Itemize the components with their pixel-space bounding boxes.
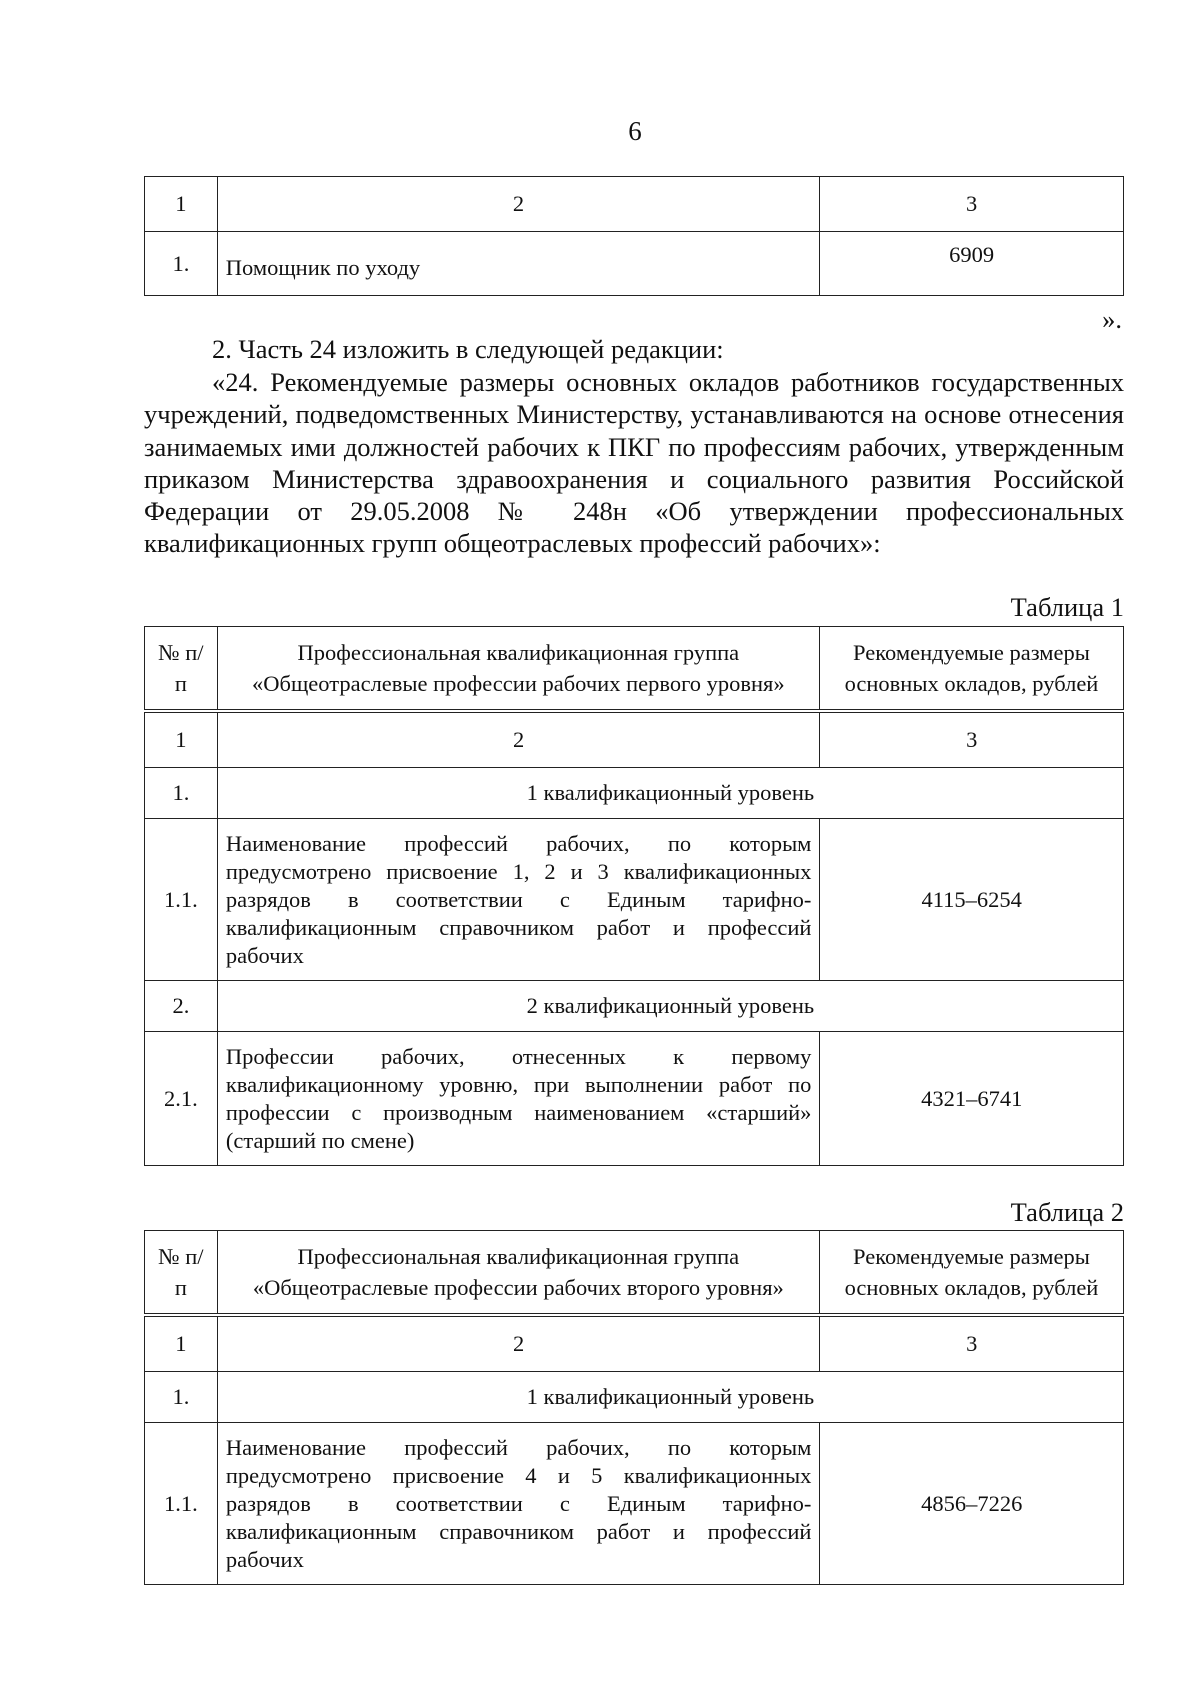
- table-row: [145, 232, 1124, 296]
- header-salary: Рекомендуемые размеры основных окладов, рублей: [819, 627, 1123, 710]
- qualification-level: 1 квалификационный уровень: [217, 768, 1123, 819]
- column-number-row: [145, 177, 1124, 232]
- closing-quote: ».: [1102, 304, 1122, 334]
- header-group: Профессиональная квалификационная группа «Общеотраслевые профессии рабочих второго уровня»: [217, 1231, 819, 1314]
- table-row: [145, 981, 1124, 1032]
- column-number-row: [145, 1317, 1124, 1372]
- qualification-level: 2 квалификационный уровень: [217, 981, 1123, 1032]
- column-number: 3: [820, 177, 1124, 232]
- position-name: Помощник по уходу: [217, 232, 819, 296]
- item-24-paragraph: «24. Рекомендуемые размеры основных окладов работников государственных учреждений, подведомственных Министерству, устанавливаются на основе отнесения занимаемых ими должностей рабочих к ПКГ по профессиям рабочих, утвержденным приказом Министерства здравоохранения и социального развития Российской Федерации от 29.05.2008 № 248н «Об утверждении профессиональных квалификационных групп общеотраслевых профессий рабочих»:: [144, 367, 1124, 559]
- salary-range: 4115–6254: [820, 819, 1124, 981]
- column-number: 2: [217, 177, 819, 232]
- header-number: № п/п: [145, 1231, 218, 1314]
- row-number: 2.: [145, 981, 218, 1032]
- salary-range: 4321–6741: [820, 1032, 1124, 1166]
- table-row: [145, 768, 1124, 819]
- page-number: 6: [628, 116, 642, 146]
- header-number: № п/п: [145, 627, 218, 710]
- row-number: 1.: [145, 232, 218, 296]
- header-group: Профессиональная квалификационная группа «Общеотраслевые профессии рабочих первого уровня»: [217, 627, 819, 710]
- table-row: [145, 1372, 1124, 1423]
- column-number: 3: [820, 713, 1124, 768]
- header-salary: Рекомендуемые размеры основных окладов, рублей: [819, 1231, 1123, 1314]
- salary-value: 6909: [820, 232, 1124, 296]
- table-2-header: [144, 1230, 1124, 1314]
- table-row: [145, 1032, 1124, 1166]
- column-number: 1: [145, 713, 218, 768]
- table-row: [145, 819, 1124, 981]
- profession-description: Наименование профессий рабочих, по которым предусмотрено присвоение 4 и 5 квалификационных разрядов в соответствии с Единым тарифно-квалификационным справочником работ и профессий рабочих: [217, 1423, 820, 1585]
- row-number: 2.1.: [145, 1032, 218, 1166]
- column-number: 2: [217, 1317, 820, 1372]
- table-2-caption: Таблица 2: [1010, 1197, 1124, 1227]
- table-row: [145, 1423, 1124, 1585]
- row-number: 1.1.: [145, 819, 218, 981]
- row-number: 1.: [145, 1372, 218, 1423]
- profession-description: Наименование профессий рабочих, по которым предусмотрено присвоение 1, 2 и 3 квалификационных разрядов в соответствии с Единым тарифно-квалификационным справочником работ и профессий рабочих: [217, 819, 820, 981]
- table-1-caption: Таблица 1: [1010, 592, 1124, 622]
- column-number: 1: [145, 177, 218, 232]
- row-number: 1.1.: [145, 1423, 218, 1585]
- row-number: 1.: [145, 768, 218, 819]
- table-1-header: [144, 626, 1124, 710]
- column-number: 3: [820, 1317, 1124, 1372]
- item-2-paragraph: 2. Часть 24 изложить в следующей редакции:: [212, 334, 724, 364]
- column-number-row: [145, 713, 1124, 768]
- column-number: 2: [217, 713, 820, 768]
- salary-range: 4856–7226: [820, 1423, 1124, 1585]
- table-2-body: [144, 1316, 1124, 1585]
- profession-description: Профессии рабочих, отнесенных к первому квалификационному уровню, при выполнении работ по профессии с производным наименованием «старший» (старший по смене): [217, 1032, 820, 1166]
- column-number: 1: [145, 1317, 218, 1372]
- qualification-level: 1 квалификационный уровень: [217, 1372, 1123, 1423]
- continuation-table: [144, 176, 1124, 296]
- table-1-body: [144, 712, 1124, 1166]
